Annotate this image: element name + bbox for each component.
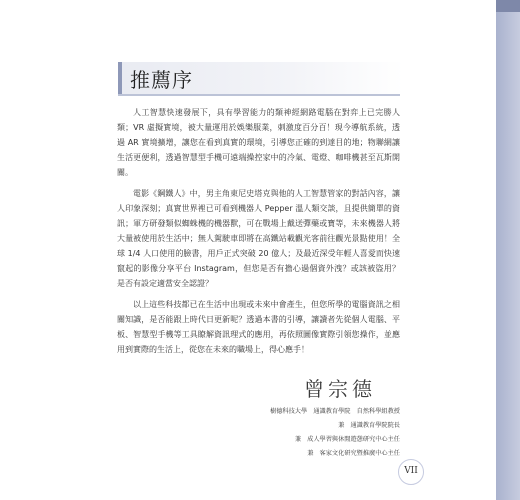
body-content — [117, 105, 400, 363]
affiliation-line-3: 兼 成人學習與休閒遊憩研究中心主任 — [294, 436, 400, 443]
affiliation-line-2: 兼 通識教育學院院長 — [338, 422, 400, 429]
author-affiliation — [160, 405, 400, 461]
affiliation-line-4: 兼 客家文化研究暨推廣中心主任 — [307, 450, 400, 457]
header-band — [118, 62, 404, 94]
signature: 曾宗德 — [304, 377, 376, 401]
page-number: VII — [404, 466, 418, 476]
page-number-badge — [398, 459, 424, 485]
paragraph-1: 人工智慧快速發展下，具有學習能力的類神經網路電腦在對弈上已完勝人類；VR 虛擬實境，被大量運用於娛樂服業，刺激度百分百！現今導航系統，透過 AR 實境擴增，讓您在看到真實的環境，引導您正確的到達目的地；物聯網讓生活更便利，透過智慧型手機可遠端操控家中的冷氣、電燈、咖啡機甚至瓦斯開關。 — [117, 108, 400, 177]
paragraph-3: 以上這些科技都已在生活中出現或未來中會產生，但您所學的電腦資訊之相關知識，是否能跟上時代日更新呢？透過本書的引導，讓讀者先從個人電腦、平板、智慧型手機等工具瞭解資訊理式的應用，再依照圖像實際引領您操作，並應用到實際的生活上，從您在未來的職場上，得心應手！ — [117, 300, 400, 354]
page-title: 推薦序 — [130, 68, 193, 92]
affiliation-line-1: 樹德科技大學 通識教育學院 自然科學組教授 — [270, 408, 400, 415]
header-underline — [118, 94, 400, 96]
right-bar-cap — [496, 0, 520, 12]
paragraph-2: 電影《鋼鐵人》中，男主角東尼史塔克與他的人工智慧管家的對話內容，讓人印象深刻；真實世界裡已可看到機器人 Pepper 溫人類交談，且提供簡單的資訊；軍方研發類似蜘蛛機的機器獸，可在戰場上戴送彈藥或寶等，未來機器人將大量被使用於生活中；無人駕駛車即將在高鐵站載觀光客前往觀光景點使用！全球 1/4 人口使用的臉書，用戶正式突破 20 億人；及最近深受年輕人喜愛而快速竄起的影像分享平台 Instagram，但您是否有擔心過個資外洩？或該被盜用？是否有設定適當安全認證？ — [117, 189, 400, 288]
right-decorative-bar — [496, 0, 520, 500]
